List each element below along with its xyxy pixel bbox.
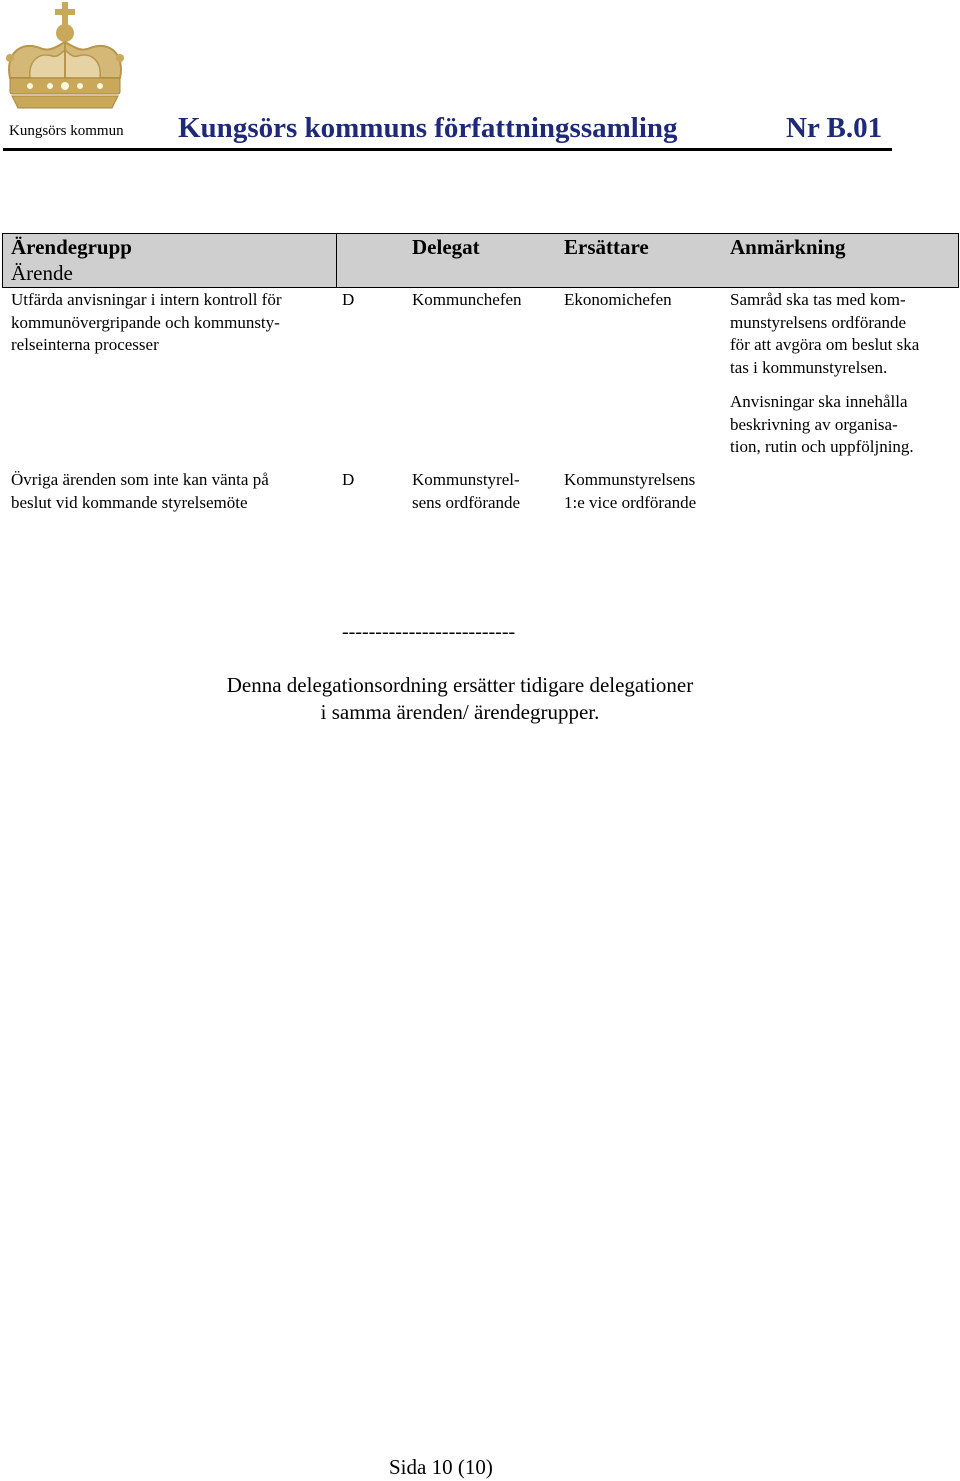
closing-statement-line-1: Denna delegationsordning ersätter tidigare delegationer [226, 673, 694, 697]
kungsors-logo [0, 0, 135, 145]
remark-text: Samråd ska tas med kom- munstyrelsens ordförande för att avgöra om beslut ska tas i kommunstyrelsen. [730, 290, 920, 377]
type-code: D [342, 290, 355, 309]
type-code: D [342, 470, 355, 489]
document-title: Kungsörs kommuns författningssamling [178, 112, 678, 144]
crown-icon [0, 0, 135, 120]
logo-text: Kungsörs kommun [9, 123, 124, 139]
document-number: Nr B.01 [786, 112, 883, 144]
case-text: Utfärda anvisningar i intern kontroll för kommunövergripande och kommunsty- relseinterna processer [11, 290, 282, 354]
delegate-text: Kommunstyrel- sens ordförande [412, 470, 521, 512]
closing-statement-line-2: i samma ärenden/ ärendegrupper. [320, 700, 600, 724]
header-remark: Anmärkning [730, 235, 846, 259]
header-group: Ärendegrupp [11, 235, 132, 259]
header-case: Ärende [11, 261, 73, 285]
header-substitute: Ersättare [564, 235, 649, 259]
case-text: Övriga ärenden som inte kan vänta på beslut vid kommande styrelsemöte [11, 470, 269, 512]
header-divider [3, 148, 892, 151]
remark-text-2: Anvisningar ska innehålla beskrivning av organisa- tion, rutin och uppföljning. [730, 392, 914, 456]
page-number: Sida 10 (10) [389, 1455, 493, 1479]
header-delegate: Delegat [412, 235, 480, 259]
separator-line: -------------------------- [342, 621, 516, 643]
substitute-text: Kommunstyrelsens 1:e vice ordförande [564, 470, 697, 512]
delegate-text: Kommunchefen [412, 290, 522, 309]
substitute-text: Ekonomichefen [564, 290, 672, 309]
header-column-divider [336, 234, 337, 287]
